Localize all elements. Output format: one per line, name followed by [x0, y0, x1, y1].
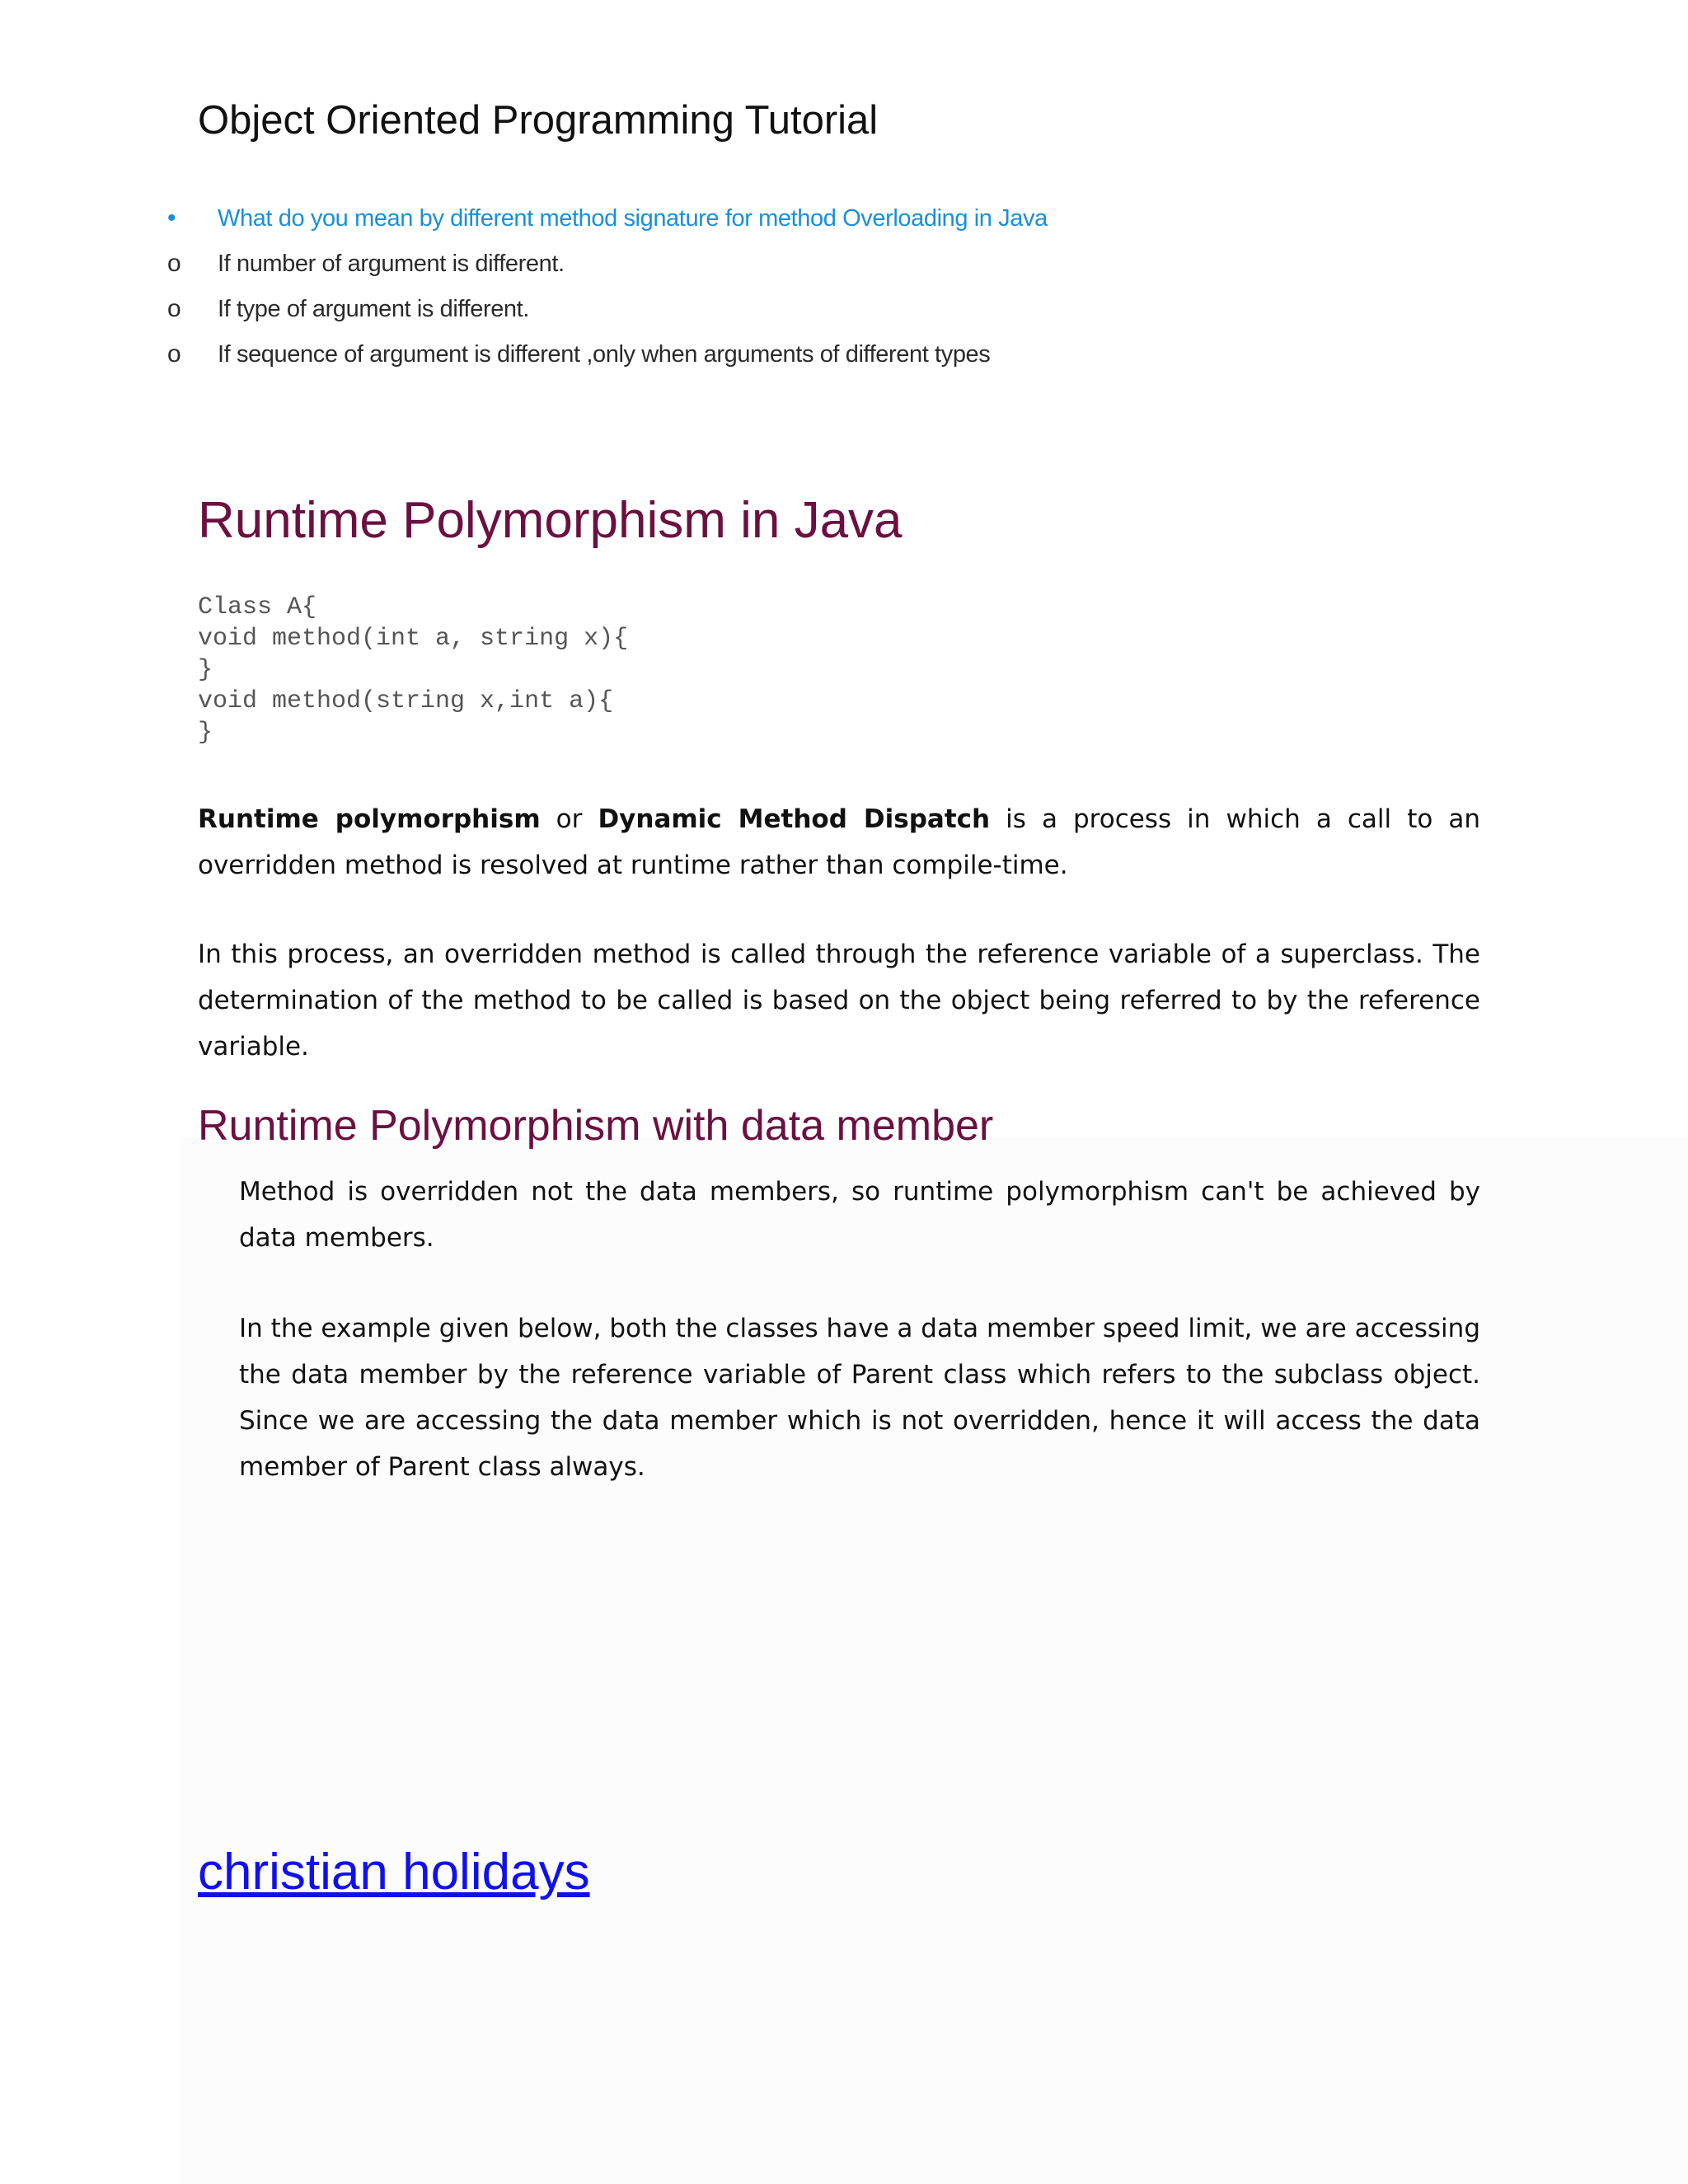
code-line: Class A{: [198, 593, 317, 621]
code-line: void method(int a, string x){: [198, 625, 629, 653]
paragraph-definition: [198, 796, 1480, 888]
bold-term: Dynamic Method Dispatch: [598, 804, 991, 834]
bold-term: Runtime polymorphism: [198, 804, 541, 834]
content-shade: [180, 1137, 1688, 2184]
definition-text: is a process in which a call to an overridden method is resolved at runtime rather than compile-time.: [198, 804, 1481, 880]
bullet-marker: •: [167, 204, 176, 232]
christian-holidays-link[interactable]: christian holidays: [198, 1844, 590, 1900]
list-item-text: What do you mean by different method signature for method Overloading in Java: [218, 205, 1048, 232]
code-line: }: [198, 656, 213, 684]
bullet-marker: o: [167, 295, 181, 322]
code-block: [198, 592, 628, 748]
list-item-text: If type of argument is different.: [218, 296, 529, 322]
list-item-text: If number of argument is different.: [218, 251, 565, 277]
document-title: Object Oriented Programming Tutorial: [198, 98, 879, 143]
paragraph-data-member-intro: Method is overridden not the data members, so runtime polymorphism can't be achieved by data members.: [239, 1177, 1480, 1253]
list-item: [0, 334, 1566, 375]
section-heading-data-member: Runtime Polymorphism with data member: [198, 1102, 994, 1150]
bullet-marker: o: [167, 250, 181, 277]
paragraph-data-member-example: In the example given below, both the classes have a data member speed limit, we are accessing the data member by the reference variable of Parent class which refers to the subclass object. Since we are accessing the data member which is not overridden, hence it will access the data member of Parent class always.: [239, 1314, 1480, 1482]
connector-text: or: [540, 804, 598, 834]
paragraph-process: In this process, an overridden method is called through the reference variable of a superclass. The determination of the method to be called is based on the object being referred to by the reference variable.: [198, 940, 1480, 1062]
list-item-text: If sequence of argument is different ,only when arguments of different types: [218, 341, 991, 368]
list-item: [0, 198, 1566, 239]
section-heading-runtime-polymorphism: Runtime Polymorphism in Java: [198, 492, 903, 549]
code-line: }: [198, 719, 213, 747]
code-line: void method(string x,int a){: [198, 687, 614, 715]
bullet-marker: o: [167, 340, 181, 368]
list-item: [0, 288, 1566, 330]
list-item: [0, 243, 1566, 284]
